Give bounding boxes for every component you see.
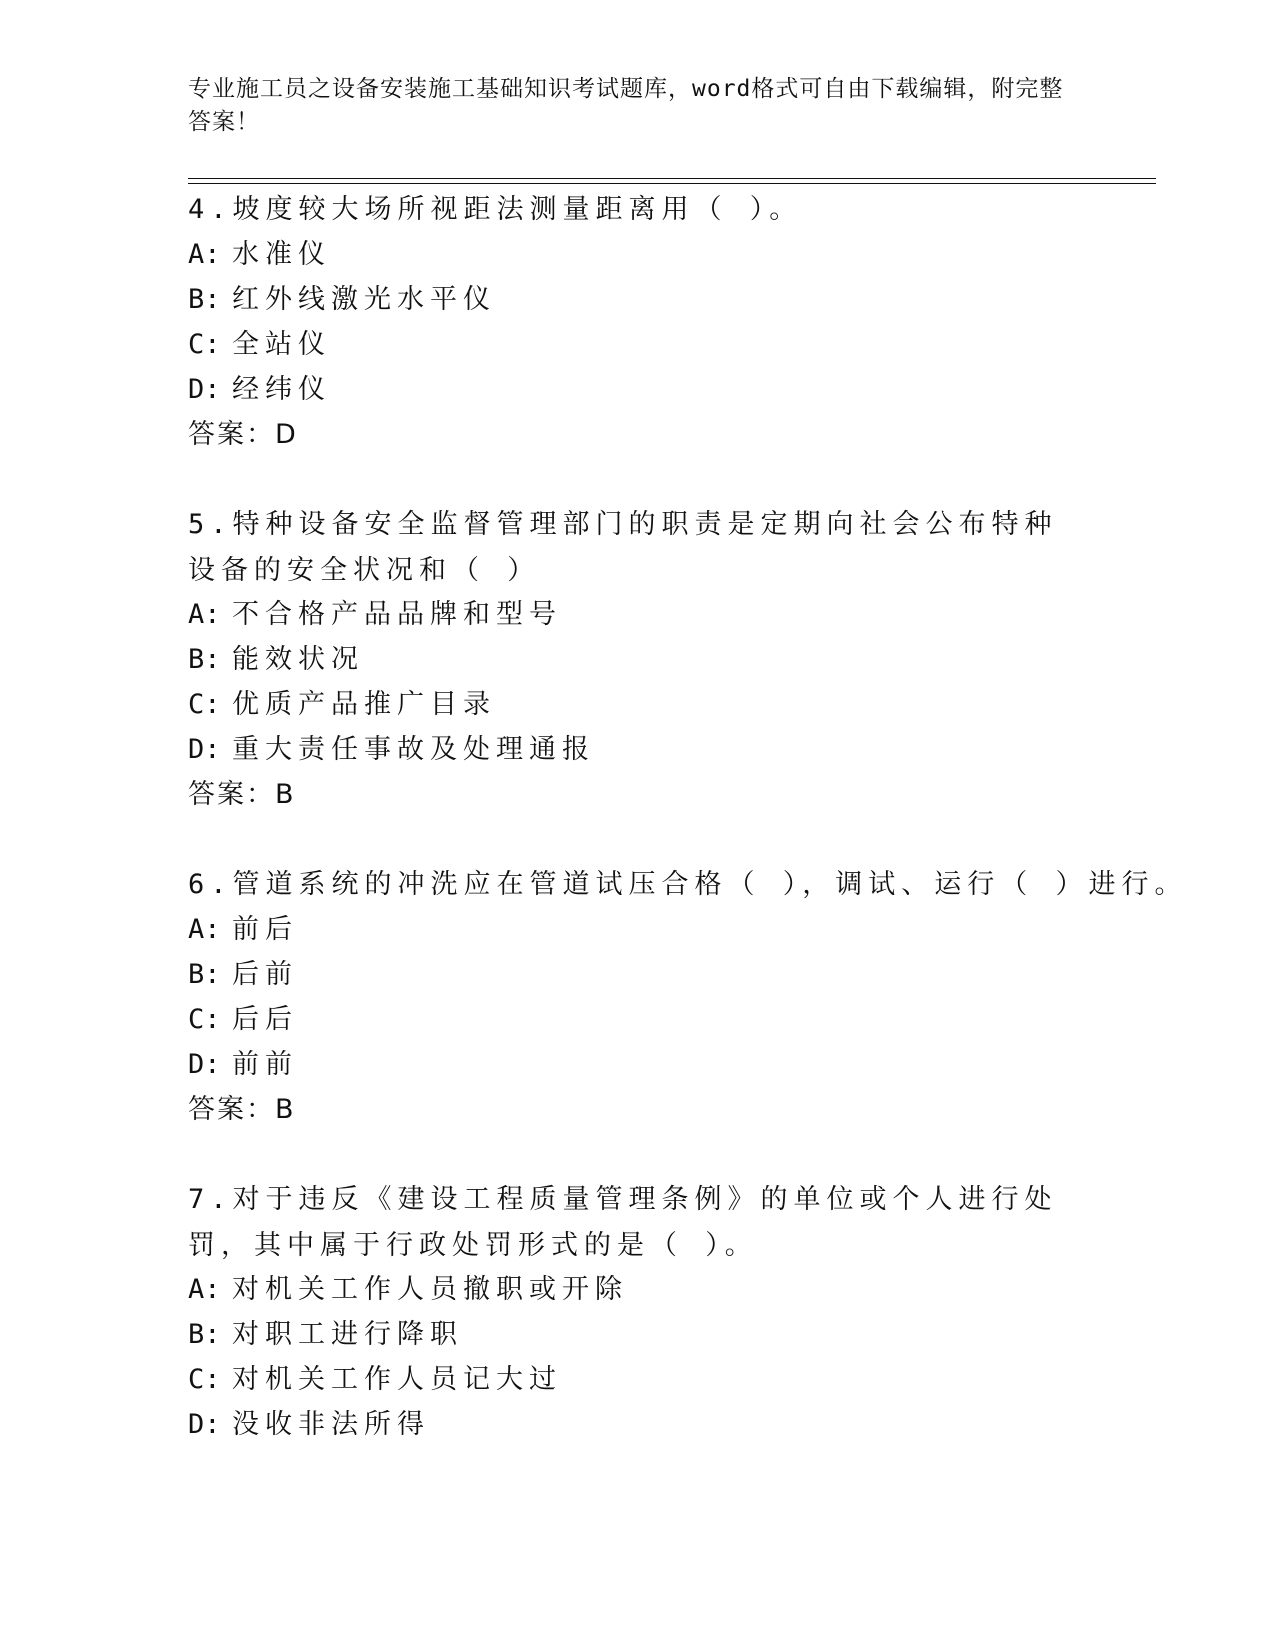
option-letter: C: (188, 1364, 221, 1395)
question-7-option-c (188, 1357, 562, 1403)
option-letter: A: (188, 239, 221, 270)
option-letter: A: (188, 914, 221, 945)
header-rule-top (188, 178, 1156, 179)
question-5-option-c (188, 682, 496, 728)
option-text: 能效状况 (232, 644, 364, 675)
question-5-title: 5.特种设备安全监督管理部门的职责是定期向社会公布特种设备的安全状况和（ ） (188, 509, 1058, 586)
header-rule-bottom (188, 183, 1156, 184)
option-text: 全站仪 (232, 329, 331, 360)
option-text: 经纬仪 (232, 374, 331, 405)
option-text: 没收非法所得 (232, 1409, 430, 1440)
option-text: 对职工进行降职 (232, 1319, 463, 1350)
option-text: 优质产品推广目录 (232, 689, 496, 720)
question-4-answer: 答案：D (188, 419, 298, 450)
question-6-option-d (188, 1042, 298, 1088)
option-text: 后后 (232, 1004, 298, 1035)
question-6-option-c (188, 997, 298, 1043)
option-letter: B: (188, 1319, 221, 1350)
option-letter: C: (188, 1004, 221, 1035)
question-6-option-a (188, 907, 298, 953)
question-4-option-a (188, 232, 331, 278)
option-letter: C: (188, 689, 221, 720)
option-text: 不合格产品品牌和型号 (232, 599, 562, 630)
option-letter: D: (188, 734, 221, 765)
option-letter: A: (188, 1274, 221, 1305)
option-text: 红外线激光水平仪 (232, 284, 496, 315)
option-text: 水准仪 (232, 239, 331, 270)
question-7-title: 7.对于违反《建设工程质量管理条例》的单位或个人进行处罚，其中属于行政处罚形式的是（ ）。 (188, 1184, 1058, 1261)
option-letter: D: (188, 1049, 221, 1080)
question-5-option-d (188, 727, 595, 773)
question-6-option-b (188, 952, 298, 998)
option-letter: D: (188, 1409, 221, 1440)
question-4-option-d (188, 367, 331, 413)
question-6-answer: 答案：B (188, 1094, 296, 1125)
option-text: 重大责任事故及处理通报 (232, 734, 595, 765)
document-header: 专业施工员之设备安装施工基础知识考试题库，word格式可自由下载编辑，附完整答案！ (188, 76, 1064, 135)
option-text: 后前 (232, 959, 298, 990)
question-5-option-b (188, 637, 364, 683)
option-text: 前前 (232, 1049, 298, 1080)
option-letter: C: (188, 329, 221, 360)
question-4-option-b (188, 277, 496, 323)
option-text: 对机关工作人员撤职或开除 (232, 1274, 628, 1305)
option-letter: D: (188, 374, 221, 405)
question-7-option-a (188, 1267, 628, 1313)
question-5-option-a (188, 592, 562, 638)
question-4-option-c (188, 322, 331, 368)
option-letter: B: (188, 959, 221, 990)
option-text: 前后 (232, 914, 298, 945)
question-7-option-b (188, 1312, 463, 1358)
option-text: 对机关工作人员记大过 (232, 1364, 562, 1395)
option-letter: B: (188, 284, 221, 315)
question-5-answer: 答案：B (188, 779, 296, 810)
question-6-title: 6.管道系统的冲洗应在管道试压合格（ ），调试、运行（ ）进行。 (188, 869, 1188, 900)
option-letter: A: (188, 599, 221, 630)
question-4-title: 4.坡度较大场所视距法测量距离用（ ）。 (188, 194, 803, 225)
question-7-option-d (188, 1402, 430, 1448)
option-letter: B: (188, 644, 221, 675)
